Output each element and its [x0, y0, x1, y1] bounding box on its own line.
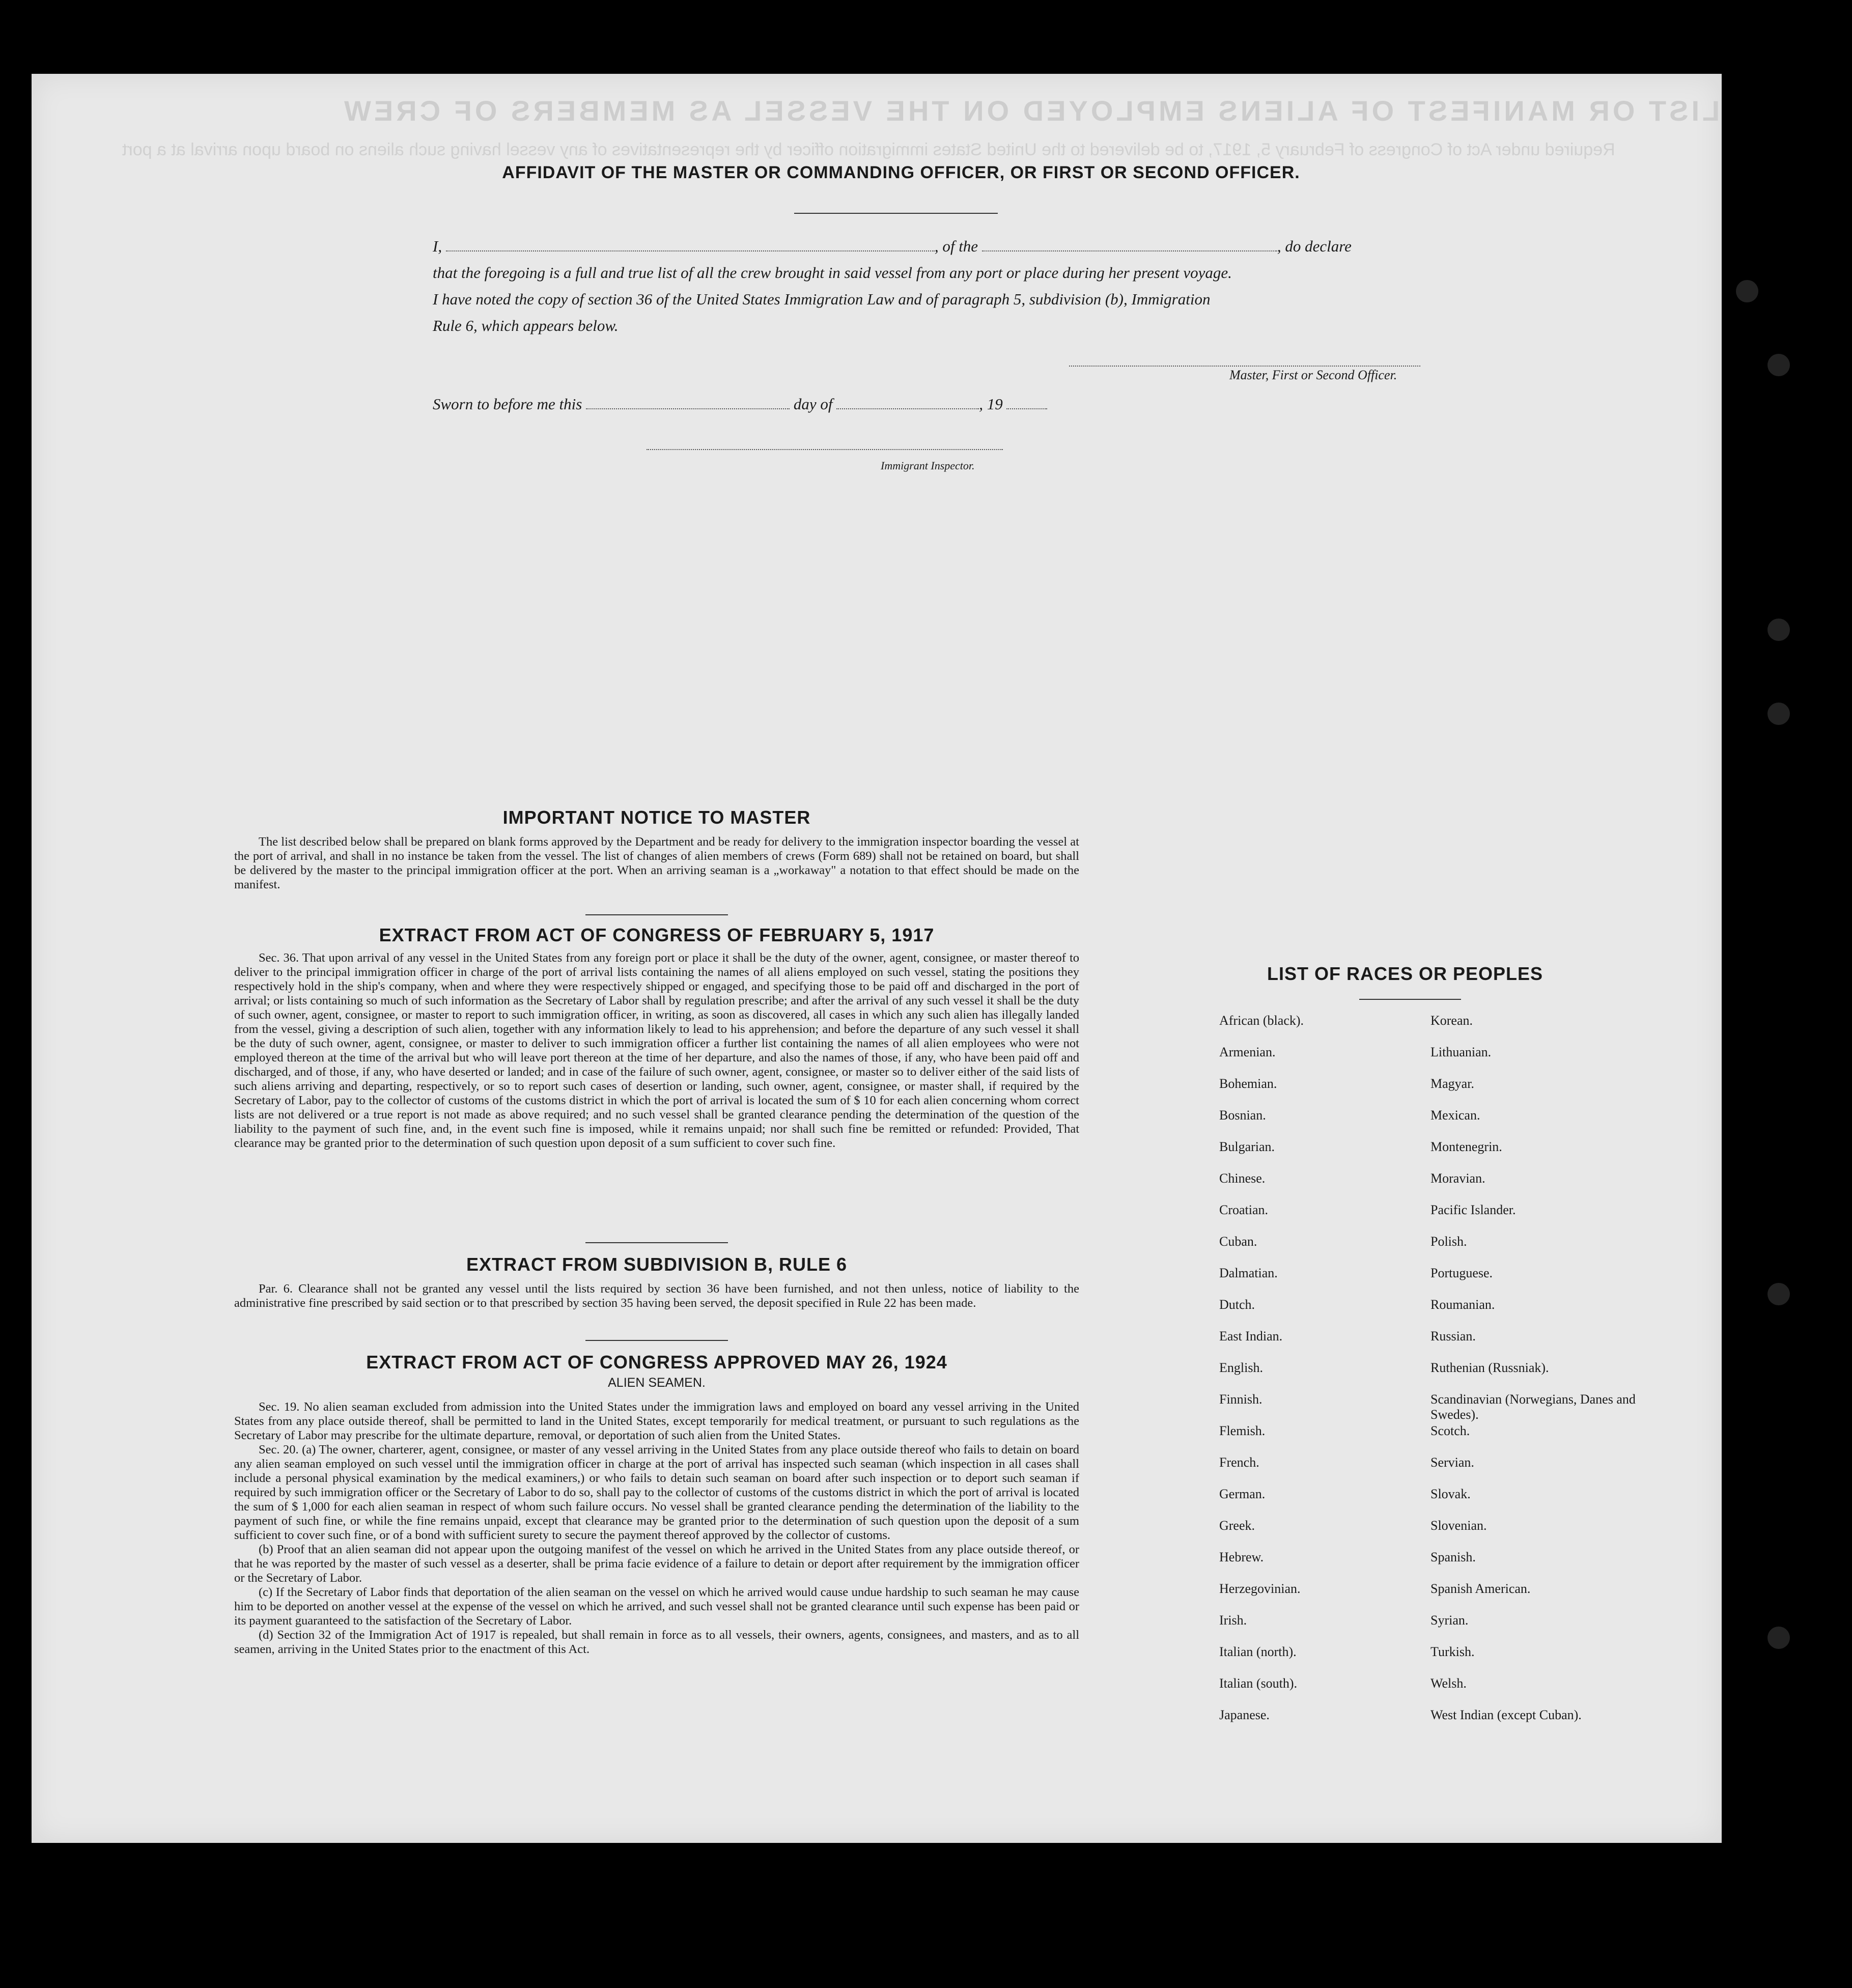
notice-title: IMPORTANT NOTICE TO MASTER	[502, 807, 811, 828]
notice-text: The list described below shall be prepared on blank forms approved by the Department and be ready for delivery to the immigration inspector boarding the vessel at the port of arrival, and shall in no instance be taken from the vessel. The list of changes of alien members of crews (Form 689) shall not be retained on board, but shall be delivered by the master to the principal immigration officer at the port. When an arriving seaman is a „workaway" a notation to that effect should be made on the manifest.	[234, 835, 1079, 891]
sworn-year-field	[1006, 408, 1047, 409]
extract-1924-text: Sec. 19. No alien seaman excluded from admission into the United States under the immigration laws and employed on board any vessel arriving in the United States from any place outside thereof, shall be permitted to land in the United States, except temporarily for medical treatment, or pursuant to such regulations as the Secretary of Labor may prescribe for the ultimate departure, removal, or deportation of such alien from the United States. Sec. 20. (a) The owner, charterer, agent, consignee, or master of any vessel arriving in the United States from any place outside thereof who fails to detain on board any alien seaman employed on such vessel until the immigration officer in charge at the port of arrival has inspected such seaman (which inspection in all cases shall include a personal physical examination by the medical examiners,) or who fails to detain such seaman on board after such inspection or to deport such seaman if required by such immigration officer or the Secretary of Labor to do so, shall pay to the collector of customs of the customs district in which the port of arrival is located the sum of $ 1,000 for each alien seaman in respect of whom such failure occurs. No vessel shall be granted clearance pending the determination of the liability to the payment of such fine, or while the fine remains unpaid, except that clearance may be granted prior to the determination of such question upon the deposit of a sum sufficient to cover such fine, or of a bond with sufficient surety to secure the payment thereof approved by the collector of customs. (b) Proof that an alien seaman did not appear upon the outgoing manifest of the vessel on which he arrived in the United States from any place outside thereof, or that he was reported by the master of such vessel as a deserter, shall be prima facie evidence of a failure to detain or deport after requirement by the immigration officer or the Secretary of Labor. (c) If the Secretary of Labor finds that deportation of the alien seaman on the vessel on which he arrived would cause undue hardship to such seaman he may cause him to be deported on another vessel at the expense of the vessel on which he arrived, and such vessel shall not be granted clearance until such expense has been paid or its payment guaranteed to the satisfaction of the Secretary of Labor. (d) Section 32 of the Immigration Act of 1917 is repealed, but shall remain in force as to all vessels, their owners, agents, consignees, and masters, and as to all seamen, arriving in the United States prior to the enactment of this Act.	[234, 1400, 1079, 1656]
race-item: Slovak.	[1430, 1487, 1471, 1501]
divider	[1359, 999, 1461, 1000]
divider	[585, 1242, 728, 1243]
race-item: Hebrew.	[1219, 1550, 1264, 1564]
race-item: Russian.	[1430, 1329, 1476, 1343]
sworn-month-field	[836, 408, 979, 409]
race-item: Pacific Islander.	[1430, 1202, 1516, 1217]
inspector-label: Immigrant Inspector.	[881, 459, 975, 472]
affidavit-title: AFFIDAVIT OF THE MASTER OR COMMANDING OFFICER, OR FIRST OR SECOND OFFICER.	[502, 163, 1300, 182]
race-item: African (black).	[1219, 1013, 1304, 1028]
binder-hole	[1767, 703, 1790, 725]
binder-hole	[1767, 1627, 1790, 1649]
race-item: East Indian.	[1219, 1329, 1283, 1343]
extract-1917-title: EXTRACT FROM ACT OF CONGRESS OF FEBRUARY 5, 1917	[379, 925, 935, 945]
race-item: English.	[1219, 1360, 1263, 1375]
divider	[585, 914, 728, 915]
race-item: Cuban.	[1219, 1234, 1257, 1249]
race-item: Italian (north).	[1219, 1644, 1297, 1659]
rule6-text: Par. 6. Clearance shall not be granted any vessel until the lists required by section 36 have been furnished, and not then unless, notice of liability to the administrative fine prescribed by said section or to that prescribed by section 35 having been served, the deposit specified in Rule 22 has been made.	[234, 1282, 1079, 1310]
race-item: Italian (south).	[1219, 1676, 1298, 1691]
race-item: Magyar.	[1430, 1076, 1474, 1091]
race-item: Greek.	[1219, 1518, 1255, 1533]
race-item: Korean.	[1430, 1013, 1473, 1028]
race-item: Ruthenian (Russniak).	[1430, 1360, 1549, 1375]
race-item: Servian.	[1430, 1455, 1474, 1470]
sworn-date-field	[586, 408, 790, 409]
race-item: Finnish.	[1219, 1392, 1262, 1407]
race-item: Roumanian.	[1430, 1297, 1495, 1312]
race-item: Montenegrin.	[1430, 1139, 1502, 1154]
race-item: Turkish.	[1430, 1644, 1475, 1659]
divider	[794, 213, 998, 214]
extract-1924-title: EXTRACT FROM ACT OF CONGRESS APPROVED MAY 26, 1924	[366, 1352, 947, 1373]
bleed-through-subtitle: Required under Act of Congress of February 5, 1917, to be delivered to the United States immigration officer by the representatives of any vessel having such aliens on board upon arrival at a port	[122, 140, 1615, 159]
race-item: French.	[1219, 1455, 1259, 1470]
race-item: Bohemian.	[1219, 1076, 1277, 1091]
race-item: Moravian.	[1430, 1171, 1485, 1186]
race-item: Dutch.	[1219, 1297, 1255, 1312]
race-item: Armenian.	[1219, 1045, 1276, 1059]
declaration-line-1: I, , of the , do declare	[433, 237, 1352, 255]
races-right-column	[1430, 1013, 1644, 1739]
race-item: Bulgarian.	[1219, 1139, 1275, 1154]
inspector-signature-line	[647, 449, 1003, 450]
binder-hole	[1767, 619, 1790, 641]
race-item: Lithuanian.	[1430, 1045, 1492, 1059]
races-left-column	[1219, 1013, 1402, 1739]
race-item: Herzegovinian.	[1219, 1581, 1301, 1596]
vessel-field	[982, 250, 1277, 251]
race-item: Flemish.	[1219, 1423, 1266, 1438]
race-item: Dalmatian.	[1219, 1266, 1278, 1280]
race-item: Bosnian.	[1219, 1108, 1266, 1123]
race-item: Japanese.	[1219, 1707, 1270, 1722]
race-item: German.	[1219, 1487, 1266, 1501]
race-item: Chinese.	[1219, 1171, 1266, 1186]
declaration-line-2: that the foregoing is a full and true list of all the crew brought in said vessel from any port or place during her present voyage.	[433, 264, 1232, 282]
race-item: Polish.	[1430, 1234, 1467, 1249]
race-item: Mexican.	[1430, 1108, 1480, 1123]
rule6-title: EXTRACT FROM SUBDIVISION B, RULE 6	[466, 1254, 848, 1275]
sworn-line: Sworn to before me this day of , 19	[433, 391, 1420, 417]
race-item: Spanish American.	[1430, 1581, 1531, 1596]
races-title: LIST OF RACES OR PEOPLES	[1267, 963, 1544, 984]
race-item: Syrian.	[1430, 1613, 1469, 1628]
binder-hole	[1736, 280, 1758, 302]
master-label: Master, First or Second Officer.	[1229, 368, 1397, 382]
race-item: Portuguese.	[1430, 1266, 1493, 1280]
declaration-line-4: Rule 6, which appears below.	[433, 317, 619, 334]
extract-1917-text: Sec. 36. That upon arrival of any vessel in the United States from any foreign port or place it shall be the duty of the owner, agent, consignee, or master thereof to deliver to the principal immigration officer in charge of the port of arrival lists containing the names of all aliens employed on such vessel, stating the positions they respectively hold in the ship's company, when and where they were respectively shipped or engaged, and specifying those to be paid off and discharged in the port of arrival; or lists containing so much of such information as the Secretary of Labor shall by regulation prescribe; and after the arrival of any such vessel it shall be the duty of such owner, agent, consignee, or master to report to such immigration officer, in writing, as soon as discovered, all cases in which any such alien has illegally landed from the vessel, giving a description of such alien, together with any information likely to lead to his apprehension; and before the departure of any such vessel it shall be the duty of such owner, agent, consignee, or master to deliver to such immigration officer a further list containing the names of all alien employees who were not employed thereon at the time of the arrival but who will leave port thereon at the time of her departure, and also the names of those, if any, who have been paid off and discharged, and of those, if any, who have deserted or landed; and in case of the failure of such owner, agent, consignee, or master so to deliver either of the said lists of such aliens arriving and departing, respectively, or so to report such cases of desertion or landing, such owner, agent, consignee, or master shall, if required by the Secretary of Labor, pay to the collector of customs of the customs district in which the port of arrival is located the sum of $ 10 for each alien concerning whom correct lists are not delivered or a true report is not made as above required; and no such vessel shall be granted clearance pending the determination of the question of the liability to the payment of such fine, and, in the event such fine is imposed, while it remains unpaid; nor shall such fine be remitted or refunded: Provided, That clearance may be granted prior to the determination of such question upon deposit of a sum sufficient to cover such fine.	[234, 951, 1079, 1150]
race-item: Irish.	[1219, 1613, 1247, 1628]
extract-1924-subtitle: ALIEN SEAMEN.	[608, 1376, 706, 1390]
race-item: Croatian.	[1219, 1202, 1269, 1217]
binder-hole	[1767, 1283, 1790, 1305]
race-item: Slovenian.	[1430, 1518, 1487, 1533]
race-item: West Indian (except Cuban).	[1430, 1707, 1582, 1722]
master-signature-line	[1069, 366, 1420, 367]
race-item: Scotch.	[1430, 1423, 1470, 1438]
bleed-through-title: LIST OR MANIFEST OF ALIENS EMPLOYED ON THE VESSEL AS MEMBERS OF CREW	[341, 95, 1720, 127]
name-field	[446, 250, 935, 251]
race-item: Scandinavian (Norwegians, Danes and Swedes).	[1430, 1392, 1636, 1422]
race-item: Spanish.	[1430, 1550, 1476, 1564]
divider	[585, 1340, 728, 1341]
race-item: Welsh.	[1430, 1676, 1467, 1691]
declaration-line-3: I have noted the copy of section 36 of the United States Immigration Law and of paragraph 5, subdivision (b), Immigration	[433, 290, 1211, 308]
binder-hole	[1767, 354, 1790, 376]
